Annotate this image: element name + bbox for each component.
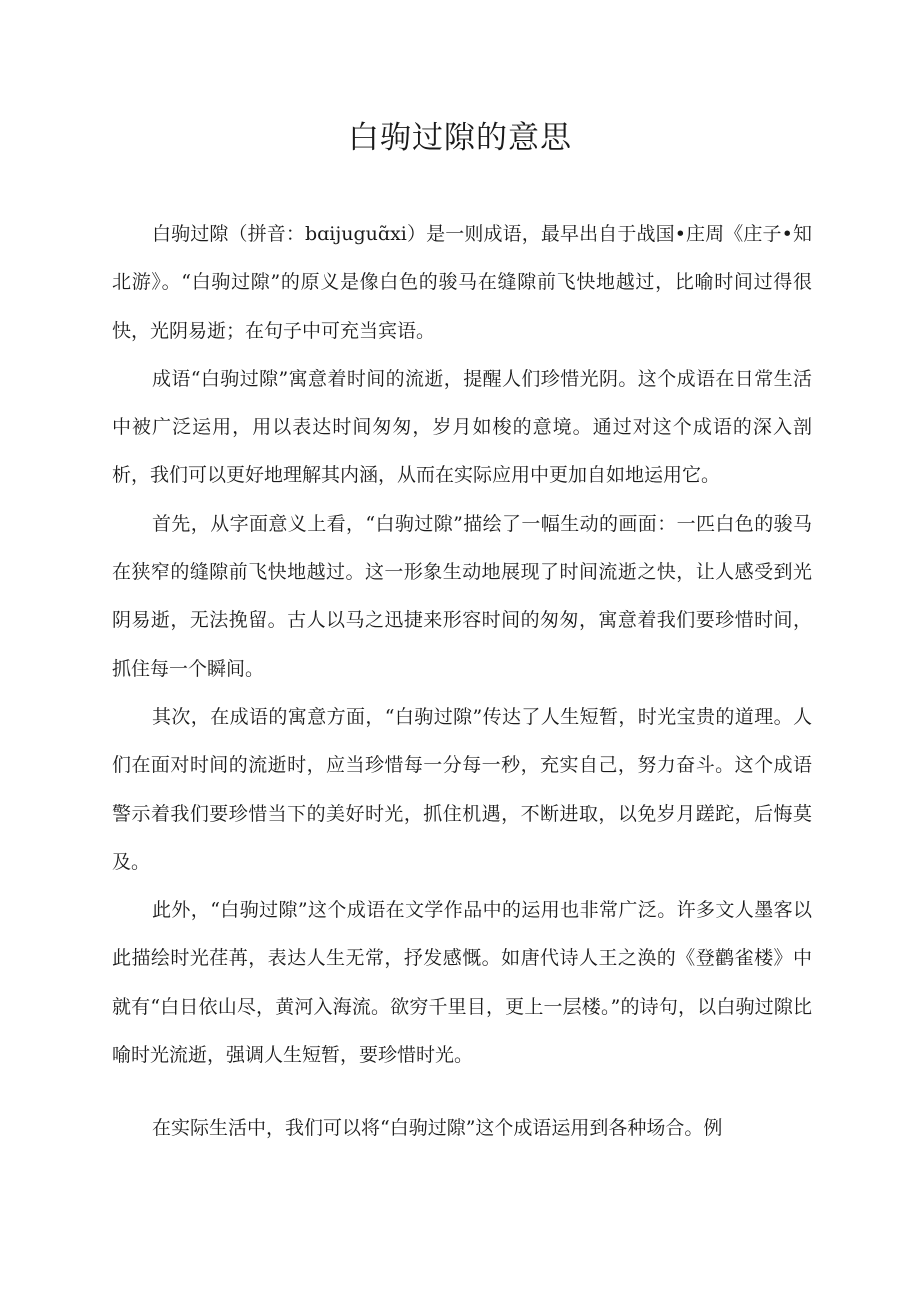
paragraph-2: 成语“白驹过隙”寓意着时间的流逝，提醒人们珍惜光阴。这个成语在日常生活中被广泛运用，用以表达时间匆匆，岁月如梭的意境。通过对这个成语的深入剖析，我们可以更好地理解其内涵，从而在实际应用中更加自如地运用它。 (112, 367, 812, 487)
paragraph-1: 白驹过隙（拼音：bɑijuguɑ̃xi）是一则成语，最早出自于战国•庄周《庄子•知北游》。“白驹过隙”的原义是像白色的骏马在缝隙前飞快地越过，比喻时间过得很快，光阴易逝；在句子中可充当宾语。 (112, 223, 812, 342)
paragraph-6: 在实际生活中，我们可以将“白驹过隙”这个成语运用到各种场合。例 (152, 1117, 723, 1140)
document-body (112, 210, 812, 1153)
document-title: 白驹过隙的意思 (348, 120, 572, 156)
paragraph-5: 此外，“白驹过隙”这个成语在文学作品中的运用也非常广泛。许多文人墨客以此描绘时光荏苒，表达人生无常，抒发感慨。如唐代诗人王之涣的《登鹳雀楼》中就有“白日依山尽，黄河入海流。欲穷千里目，更上一层楼。”的诗句，以白驹过隙比喻时光流逝，强调人生短暂，要珍惜时光。 (112, 899, 812, 1067)
paragraph-4: 其次，在成语的寓意方面，“白驹过隙”传达了人生短暂，时光宝贵的道理。人们在面对时间的流逝时，应当珍惜每一分每一秒，充实自己，努力奋斗。这个成语警示着我们要珍惜当下的美好时光，抓住机遇，不断进取，以免岁月蹉跎，后悔莫及。 (112, 705, 812, 873)
paragraph-3: 首先，从字面意义上看，“白驹过隙”描绘了一幅生动的画面：一匹白色的骏马在狭窄的缝隙前飞快地越过。这一形象生动地展现了时间流逝之快，让人感受到光阴易逝，无法挽留。古人以马之迅捷来形容时间的匆匆，寓意着我们要珍惜时间，抓住每一个瞬间。 (112, 512, 812, 680)
